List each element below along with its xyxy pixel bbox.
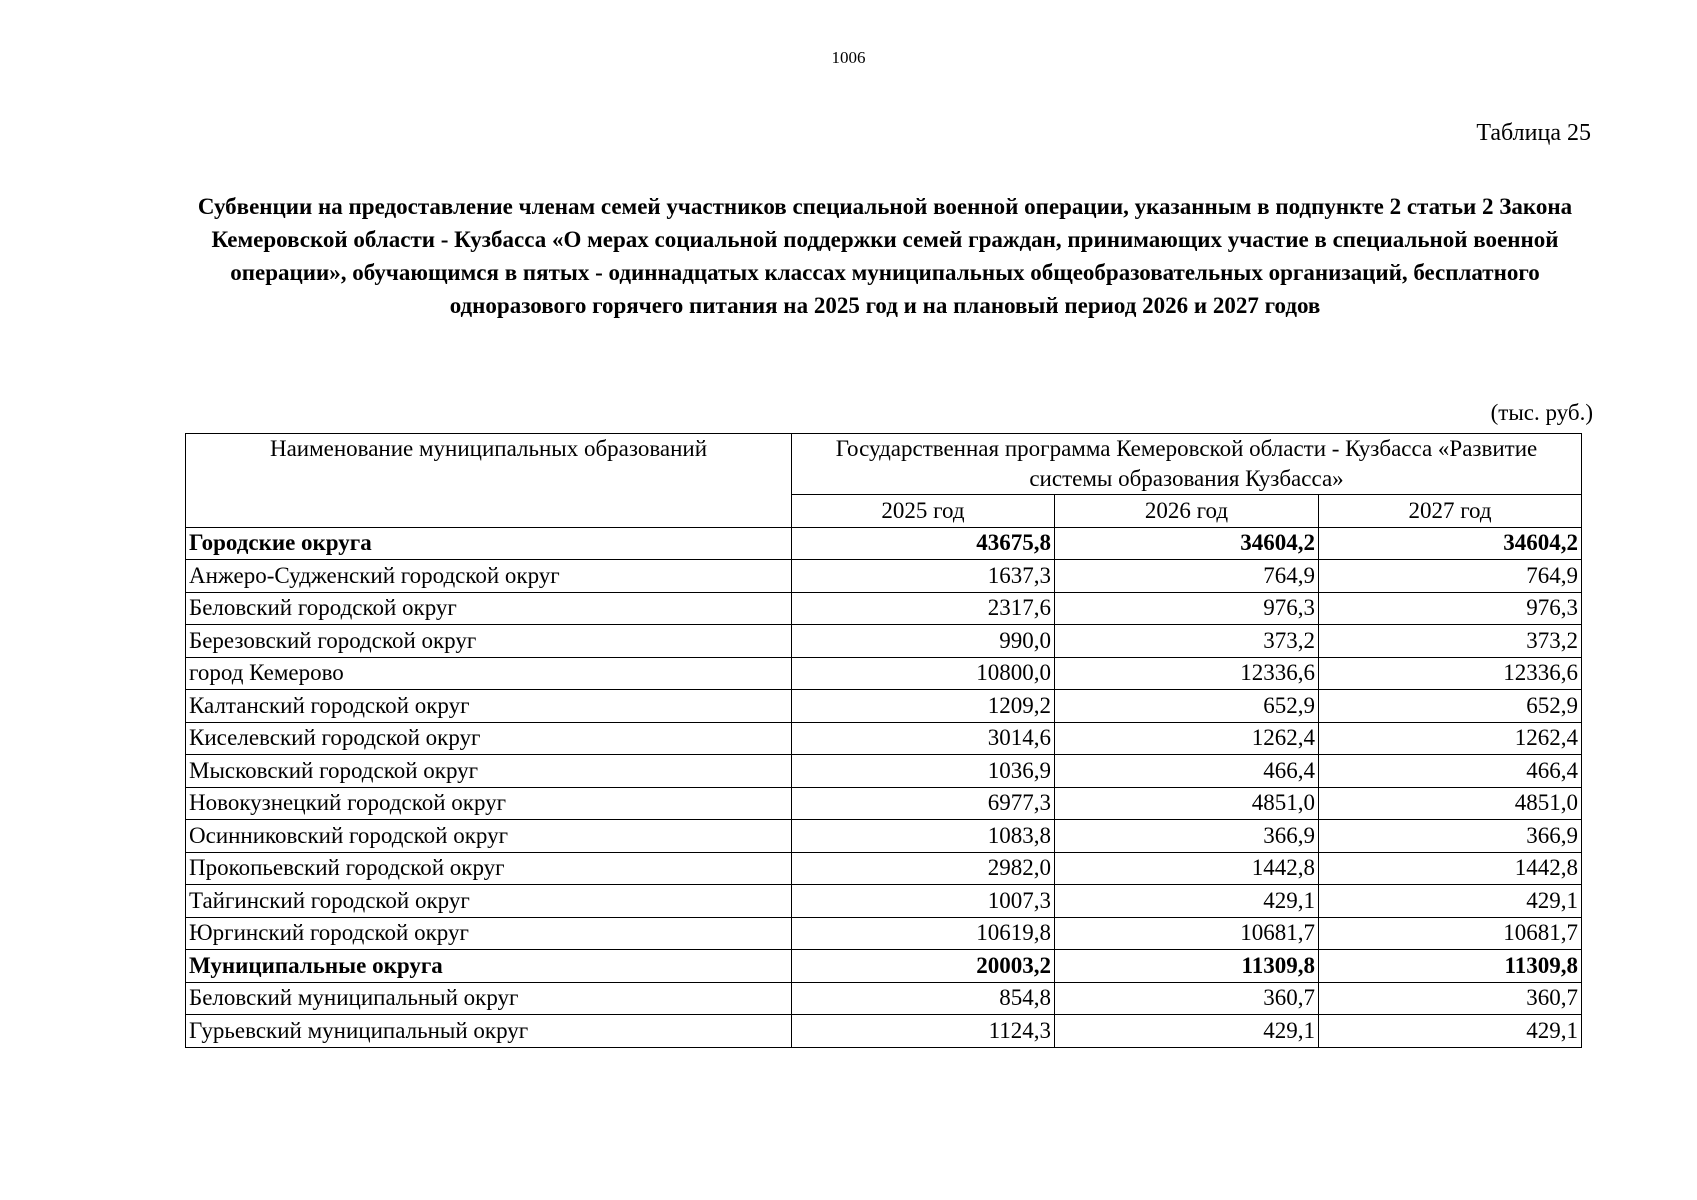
value-2026-cell: 764,9 (1055, 560, 1319, 593)
municipality-name-cell: Новокузнецкий городской округ (186, 787, 792, 820)
municipality-name-cell: Юргинский городской округ (186, 917, 792, 950)
municipality-name-cell: Тайгинский городской округ (186, 885, 792, 918)
value-2027-cell: 373,2 (1319, 625, 1582, 658)
value-2027-cell: 429,1 (1319, 885, 1582, 918)
table-row (186, 885, 1582, 918)
document-title: Субвенции на предоставление членам семей участников специальной военной операции, указанным в подпункте 2 статьи 2 Закона Кемеровской области - Кузбасса «О мерах социальной поддержки семей граждан, принимающих участие в специальной военной операции», обучающимся в пятых - одиннадцатых классах муниципальных общеобразовательных организаций, бесплатного одноразового горячего питания на 2025 год и на плановый период 2026 и 2027 годов (197, 194, 1573, 318)
value-2025-cell: 1209,2 (792, 690, 1055, 723)
value-2027-cell: 34604,2 (1319, 527, 1582, 560)
value-2026-cell: 373,2 (1055, 625, 1319, 658)
value-2027-cell: 360,7 (1319, 982, 1582, 1015)
municipality-name-cell: Муниципальные округа (186, 950, 792, 983)
table-row (186, 755, 1582, 788)
table-group-row (186, 950, 1582, 983)
table-row (186, 560, 1582, 593)
table-row (186, 722, 1582, 755)
municipality-name-cell: Гурьевский муниципальный округ (186, 1015, 792, 1048)
municipality-name-cell: Беловский городской округ (186, 592, 792, 625)
value-2025-cell: 10619,8 (792, 917, 1055, 950)
value-2025-cell: 990,0 (792, 625, 1055, 658)
municipality-name-cell: Осинниковский городской округ (186, 820, 792, 853)
table-row (186, 657, 1582, 690)
value-2025-cell: 1007,3 (792, 885, 1055, 918)
municipality-name-cell: Городские округа (186, 527, 792, 560)
value-2025-cell: 43675,8 (792, 527, 1055, 560)
municipality-name-header: Наименование муниципальных образований (186, 434, 792, 528)
value-2025-cell: 10800,0 (792, 657, 1055, 690)
value-2027-cell: 764,9 (1319, 560, 1582, 593)
table-row (186, 1015, 1582, 1048)
value-2025-cell: 1637,3 (792, 560, 1055, 593)
value-2025-cell: 854,8 (792, 982, 1055, 1015)
value-2027-cell: 4851,0 (1319, 787, 1582, 820)
value-2025-cell: 3014,6 (792, 722, 1055, 755)
page-number: 1006 (831, 48, 866, 67)
table-row (186, 592, 1582, 625)
value-2026-cell: 429,1 (1055, 885, 1319, 918)
value-2025-cell: 20003,2 (792, 950, 1055, 983)
value-2026-cell: 12336,6 (1055, 657, 1319, 690)
table-row (186, 625, 1582, 658)
table-header-row (186, 434, 1582, 495)
value-2027-cell: 1262,4 (1319, 722, 1582, 755)
value-2027-cell: 12336,6 (1319, 657, 1582, 690)
value-2026-cell: 652,9 (1055, 690, 1319, 723)
value-2025-cell: 1124,3 (792, 1015, 1055, 1048)
table-row (186, 852, 1582, 885)
year-header-2027: 2027 год (1319, 495, 1582, 528)
value-2025-cell: 1083,8 (792, 820, 1055, 853)
program-header (792, 434, 1582, 495)
table-row (186, 820, 1582, 853)
table-label: Таблица 25 (1476, 120, 1591, 146)
units-label: (тыс. руб.) (1490, 400, 1593, 425)
value-2027-cell: 652,9 (1319, 690, 1582, 723)
value-2026-cell: 976,3 (1055, 592, 1319, 625)
table-group-row (186, 527, 1582, 560)
municipality-name-cell: город Кемерово (186, 657, 792, 690)
value-2026-cell: 360,7 (1055, 982, 1319, 1015)
table-row (186, 982, 1582, 1015)
table-row (186, 917, 1582, 950)
value-2025-cell: 6977,3 (792, 787, 1055, 820)
value-2026-cell: 466,4 (1055, 755, 1319, 788)
year-header-2025: 2025 год (792, 495, 1055, 528)
municipality-name-cell: Анжеро-Судженский городской округ (186, 560, 792, 593)
municipality-name-cell: Березовский городской округ (186, 625, 792, 658)
value-2027-cell: 10681,7 (1319, 917, 1582, 950)
value-2026-cell: 1262,4 (1055, 722, 1319, 755)
table-body (186, 527, 1582, 1047)
year-header-2026: 2026 год (1055, 495, 1319, 528)
municipality-name-cell: Киселевский городской округ (186, 722, 792, 755)
value-2027-cell: 11309,8 (1319, 950, 1582, 983)
value-2025-cell: 2982,0 (792, 852, 1055, 885)
program-header-text: Государственная программа Кемеровской области - Кузбасса «Развитие системы образования Кузбасса» (835, 436, 1538, 491)
value-2025-cell: 2317,6 (792, 592, 1055, 625)
value-2026-cell: 1442,8 (1055, 852, 1319, 885)
subsidy-table (185, 433, 1582, 1048)
value-2026-cell: 429,1 (1055, 1015, 1319, 1048)
value-2027-cell: 429,1 (1319, 1015, 1582, 1048)
value-2026-cell: 4851,0 (1055, 787, 1319, 820)
value-2026-cell: 10681,7 (1055, 917, 1319, 950)
municipality-name-cell: Прокопьевский городской округ (186, 852, 792, 885)
value-2027-cell: 976,3 (1319, 592, 1582, 625)
value-2027-cell: 466,4 (1319, 755, 1582, 788)
table-row (186, 690, 1582, 723)
value-2026-cell: 34604,2 (1055, 527, 1319, 560)
municipality-name-cell: Калтанский городской округ (186, 690, 792, 723)
municipality-name-cell: Мысковский городской округ (186, 755, 792, 788)
value-2026-cell: 366,9 (1055, 820, 1319, 853)
value-2025-cell: 1036,9 (792, 755, 1055, 788)
municipality-name-cell: Беловский муниципальный округ (186, 982, 792, 1015)
value-2026-cell: 11309,8 (1055, 950, 1319, 983)
value-2027-cell: 366,9 (1319, 820, 1582, 853)
table-row (186, 787, 1582, 820)
value-2027-cell: 1442,8 (1319, 852, 1582, 885)
